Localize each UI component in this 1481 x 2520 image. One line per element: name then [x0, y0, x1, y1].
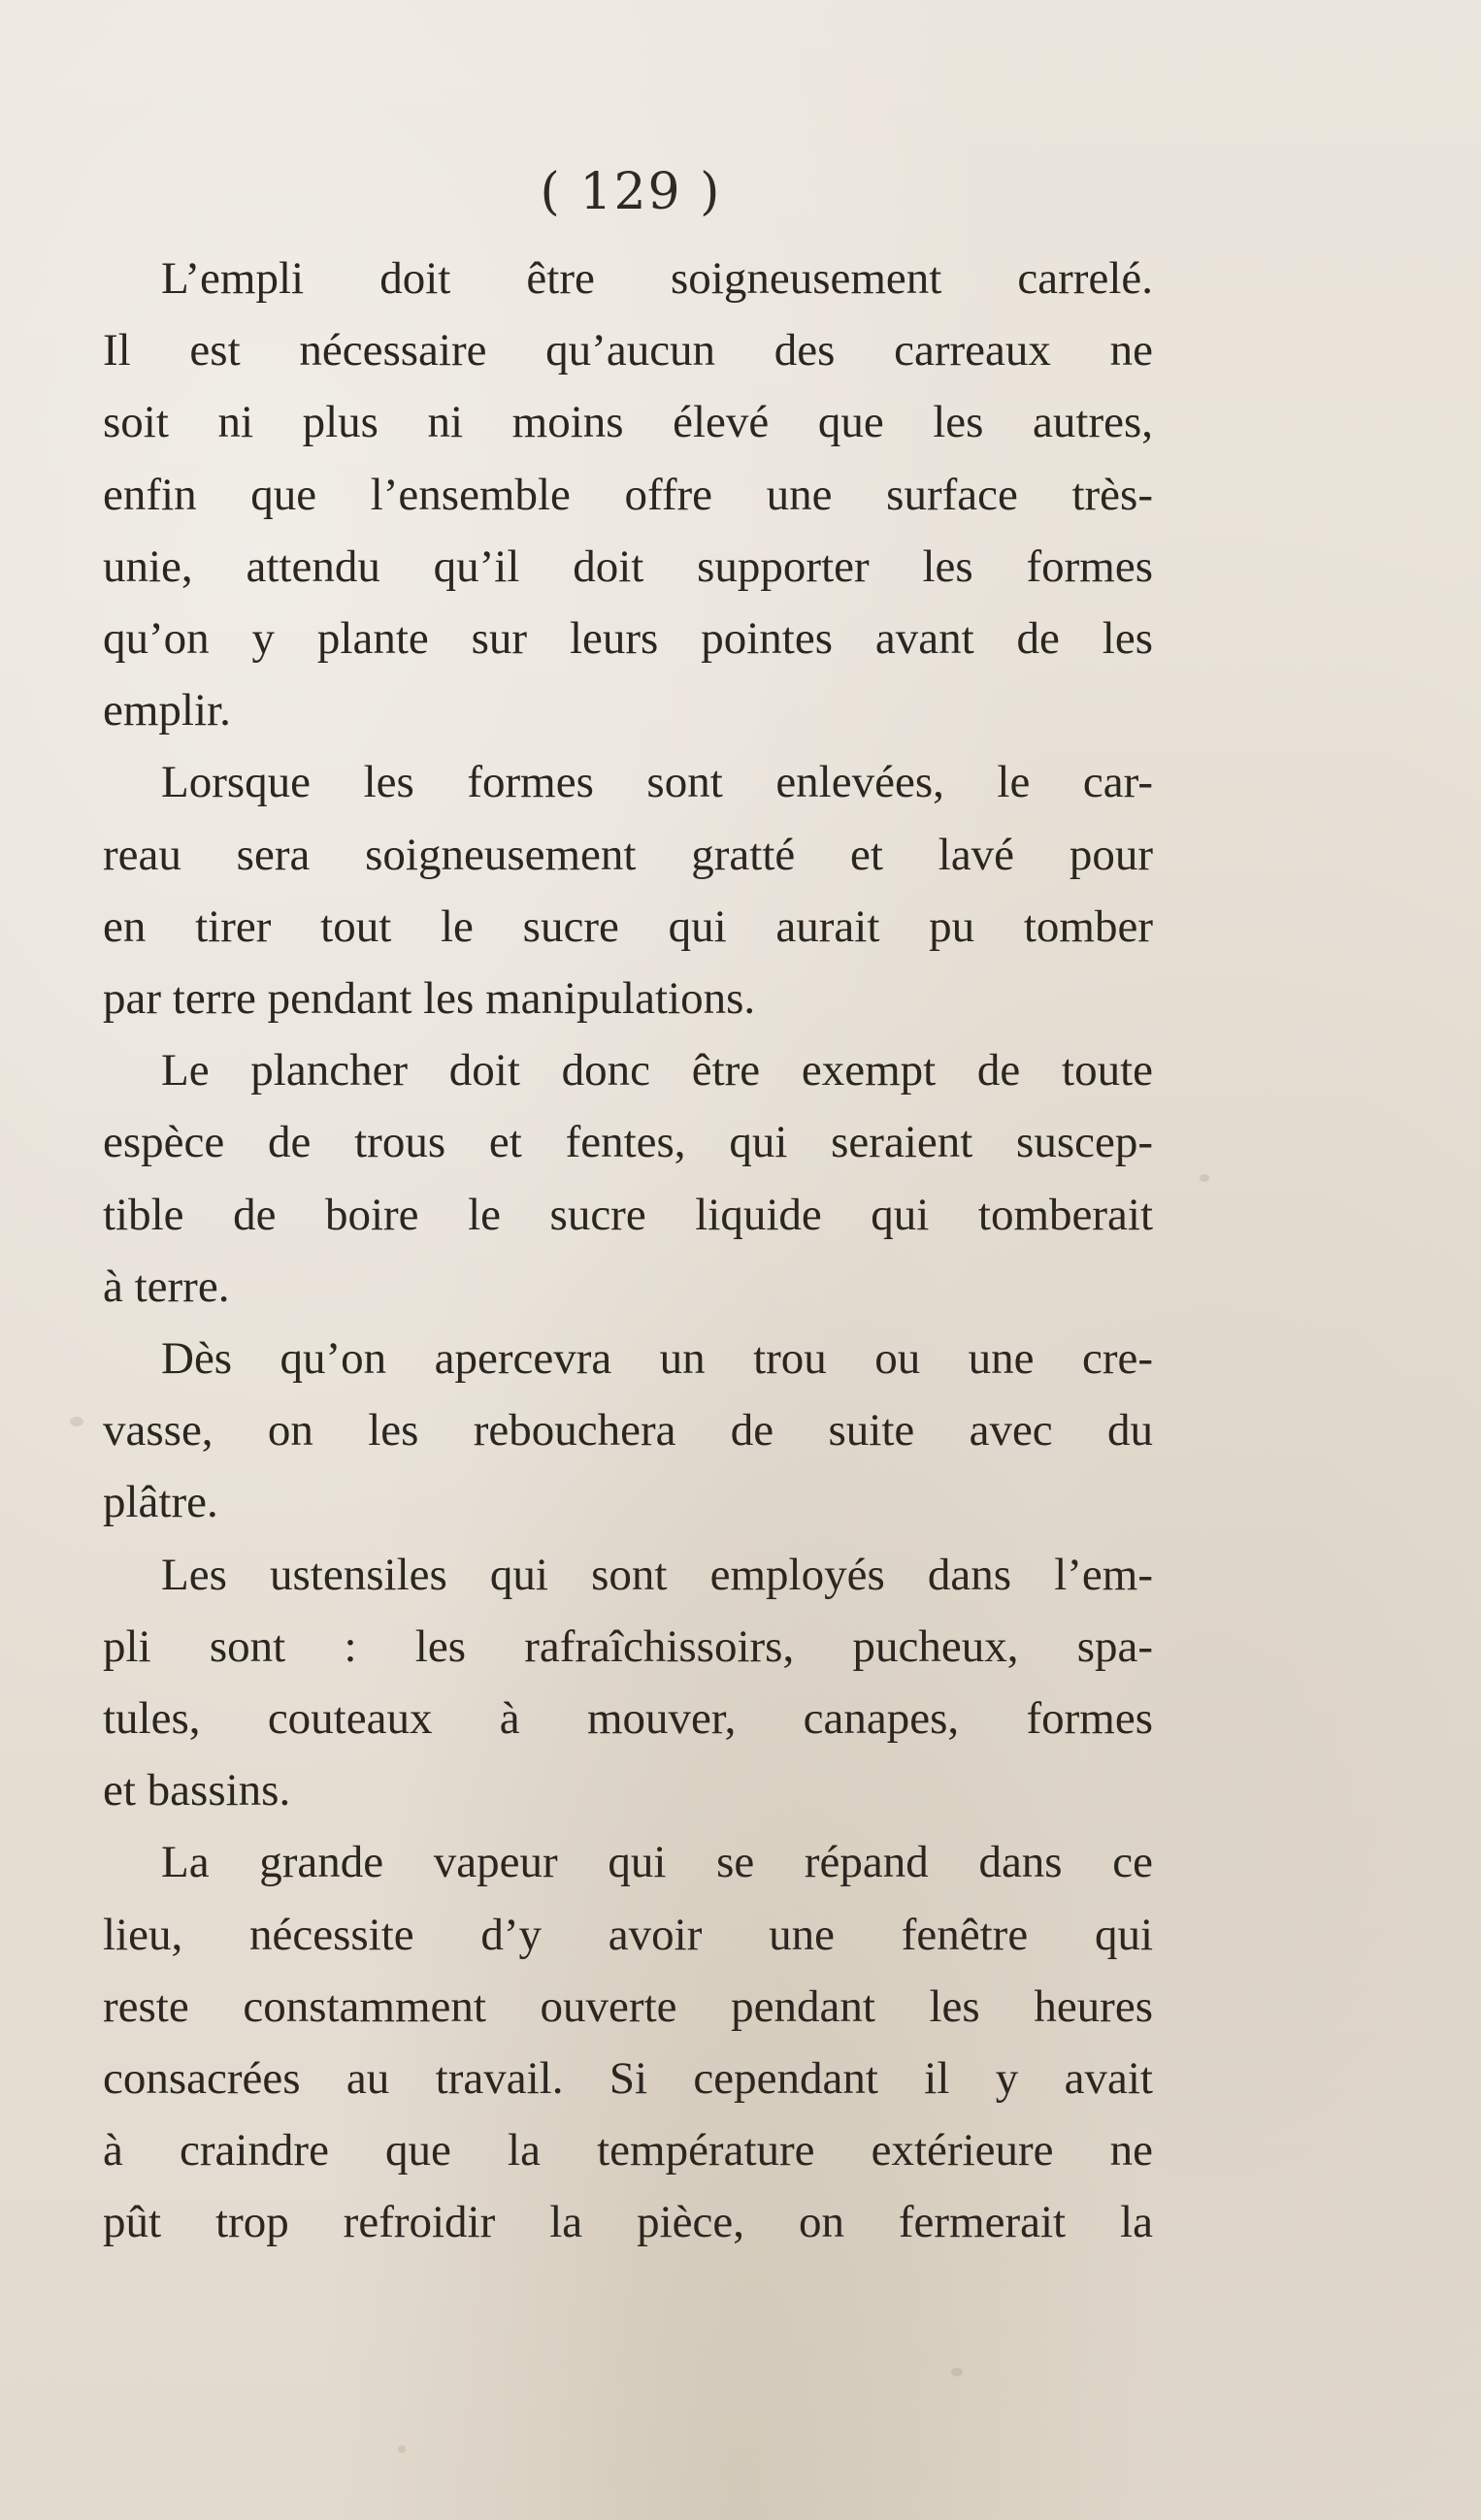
text-line: Lorsque les formes sont enlevées, le car-: [161, 757, 1153, 808]
text-line: enfin que l’ensemble offre une surface très-: [103, 469, 1153, 520]
text-line: pli sont : les rafraîchissoirs, pucheux, spa-: [103, 1620, 1153, 1672]
text-line: espèce de trous et fentes, qui seraient suscep-: [103, 1117, 1153, 1168]
text-line: tible de boire le sucre liquide qui tomberait: [103, 1189, 1153, 1240]
text-line: à terre.: [103, 1260, 230, 1312]
text-line: Il est nécessaire qu’aucun des carreaux ne: [103, 325, 1153, 376]
paper-stain: [398, 2445, 406, 2453]
text-line: qu’on y plante sur leurs pointes avant de les: [103, 613, 1153, 665]
paper-stain: [1200, 1174, 1209, 1182]
text-line: L’empli doit être soigneusement carrelé.: [161, 253, 1153, 304]
paper-stain: [70, 1417, 83, 1426]
text-line: La grande vapeur qui se répand dans ce: [161, 1837, 1153, 1888]
text-line: reste constamment ouverte pendant les heures: [103, 1980, 1153, 2032]
text-line: unie, attendu qu’il doit supporter les formes: [103, 540, 1153, 592]
text-line: reau sera soigneusement gratté et lavé pour: [103, 829, 1153, 880]
text-line: soit ni plus ni moins élevé que les autres,: [103, 397, 1153, 448]
text-line: par terre pendant les manipulations.: [103, 973, 756, 1025]
text-line: à craindre que la température extérieure ne: [103, 2125, 1153, 2176]
text-line: vasse, on les rebouchera de suite avec du: [103, 1405, 1153, 1456]
text-line: tules, couteaux à mouver, canapes, formes: [103, 1693, 1153, 1745]
text-line: Les ustensiles qui sont employés dans l’em-: [161, 1549, 1153, 1600]
text-line: et bassins.: [103, 1765, 291, 1816]
text-line: Dès qu’on apercevra un trou ou une cre-: [161, 1333, 1153, 1385]
text-line: consacrées au travail. Si cependant il y avait: [103, 2053, 1153, 2105]
body-text: [103, 243, 1153, 2259]
text-line: Le plancher doit donc être exempt de toute: [161, 1045, 1153, 1096]
paper-stain: [951, 2368, 963, 2376]
text-line: emplir.: [103, 685, 231, 736]
text-line: lieu, nécessite d’y avoir une fenêtre qui: [103, 1909, 1153, 1960]
text-line: plâtre.: [103, 1477, 218, 1528]
text-line: pût trop refroidir la pièce, on fermerait la: [103, 2197, 1153, 2248]
page-number: ( 129 ): [540, 163, 722, 221]
text-line: en tirer tout le sucre qui aurait pu tomber: [103, 900, 1153, 952]
